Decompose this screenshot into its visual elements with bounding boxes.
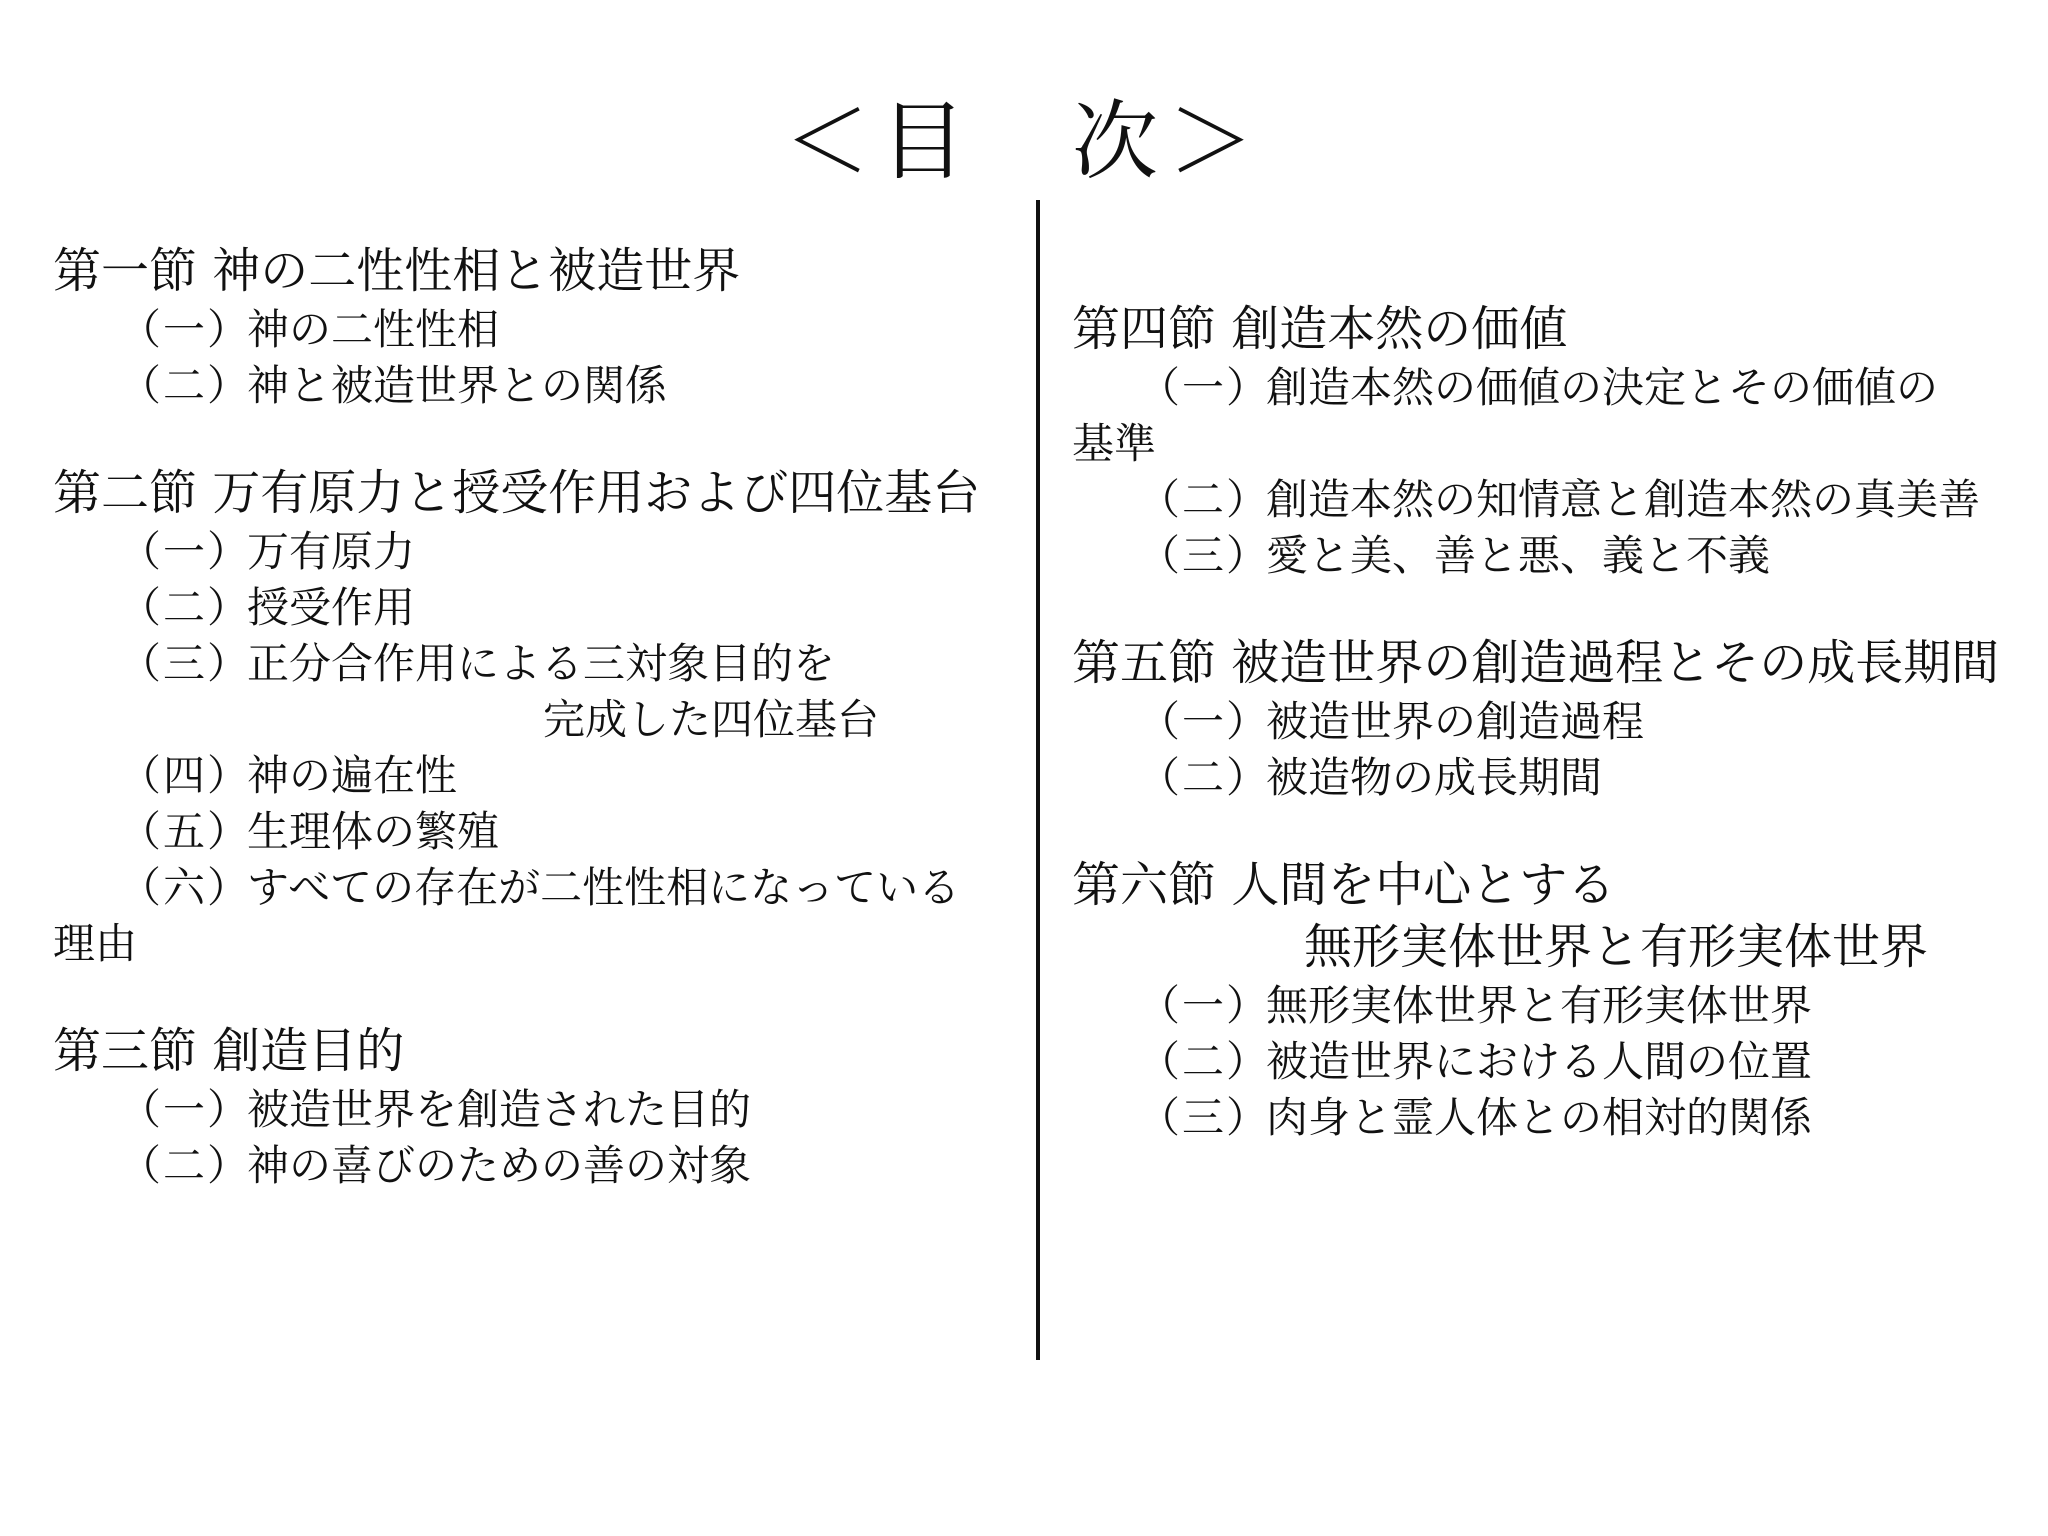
item-text: 正分合作用による三対象目的を (247, 639, 836, 688)
item-text: 被造世界の創造過程 (1266, 697, 1645, 746)
item-text: 神と被造世界との関係 (247, 361, 668, 410)
toc-item (53, 804, 1013, 860)
toc-item (53, 860, 1013, 916)
item-text: すべての存在が二性性相になっている (247, 863, 961, 912)
toc-item (1072, 750, 2012, 806)
section-heading: 第五節 被造世界の創造過程とその成長期間 (1072, 635, 2000, 691)
toc-item (53, 358, 1013, 414)
section-heading: 第二節 万有原力と授受作用および四位基台 (53, 465, 981, 521)
toc-item (53, 748, 1013, 804)
section-heading: 第一節 神の二性性相と被造世界 (53, 243, 741, 299)
item-number: （四） (119, 751, 252, 800)
item-text: 被造物の成長期間 (1266, 753, 1603, 802)
item-text-continuation: 完成した四位基台 (543, 695, 880, 744)
item-number: （三） (1138, 531, 1271, 580)
item-number: （二） (119, 583, 252, 632)
section-2 (53, 462, 1013, 972)
item-number: （一） (1138, 981, 1271, 1030)
section-heading: 第六節 人間を中心とする (1072, 857, 1616, 913)
item-text: 肉身と霊人体との相対的関係 (1266, 1093, 1813, 1142)
item-text-wrap: 理由 (53, 919, 138, 968)
item-number: （一） (119, 527, 252, 576)
item-number: （二） (1138, 753, 1271, 802)
toc-item (1072, 694, 2012, 750)
toc-item (1072, 978, 2012, 1034)
toc-item (53, 302, 1013, 358)
item-text: 神の遍在性 (247, 751, 458, 800)
right-column (1072, 298, 2012, 1194)
toc-item (1072, 1090, 2012, 1146)
item-number: （二） (119, 361, 252, 410)
section-1 (53, 240, 1013, 414)
item-number: （一） (1138, 363, 1271, 412)
toc-item (1072, 528, 2012, 584)
item-text: 万有原力 (247, 527, 416, 576)
item-number: （三） (1138, 1093, 1271, 1142)
item-text: 被造世界を創造された目的 (247, 1085, 752, 1134)
item-number: （一） (119, 1085, 252, 1134)
page-title: ＜目 次＞ (784, 92, 1264, 192)
item-text: 神の二性性相 (247, 305, 500, 354)
item-text: 被造世界における人間の位置 (1266, 1037, 1813, 1086)
item-number: （一） (1138, 697, 1271, 746)
section-3 (53, 1020, 1013, 1194)
item-number: （六） (119, 863, 252, 912)
item-text: 愛と美、善と悪、義と不義 (1266, 531, 1771, 580)
toc-item (53, 636, 1013, 692)
toc-item (53, 1138, 1013, 1194)
toc-item (53, 580, 1013, 636)
item-number: （三） (119, 639, 252, 688)
column-divider (1036, 200, 1040, 1360)
section-heading: 第三節 創造目的 (53, 1023, 405, 1079)
toc-item (53, 524, 1013, 580)
left-column (53, 240, 1013, 1242)
section-4 (1072, 298, 2012, 584)
toc-item (1072, 1034, 2012, 1090)
item-number: （二） (1138, 1037, 1271, 1086)
toc-item (1072, 472, 2012, 528)
item-number: （二） (1138, 475, 1271, 524)
item-number: （一） (119, 305, 252, 354)
toc-item (1072, 360, 2012, 416)
item-text: 無形実体世界と有形実体世界 (1266, 981, 1813, 1030)
item-text-wrap: 基準 (1072, 419, 1157, 468)
item-text: 授受作用 (247, 583, 416, 632)
section-6 (1072, 854, 2012, 1146)
toc-item (53, 1082, 1013, 1138)
section-heading: 第四節 創造本然の価値 (1072, 301, 1568, 357)
item-text: 生理体の繁殖 (247, 807, 500, 856)
item-text: 神の喜びのための善の対象 (247, 1141, 752, 1190)
item-text: 創造本然の価値の決定とその価値の (1266, 363, 1939, 412)
item-number: （五） (119, 807, 252, 856)
item-text: 創造本然の知情意と創造本然の真美善 (1266, 475, 1981, 524)
item-number: （二） (119, 1141, 252, 1190)
section-heading-continuation: 無形実体世界と有形実体世界 (1304, 919, 1929, 975)
section-5 (1072, 632, 2012, 806)
